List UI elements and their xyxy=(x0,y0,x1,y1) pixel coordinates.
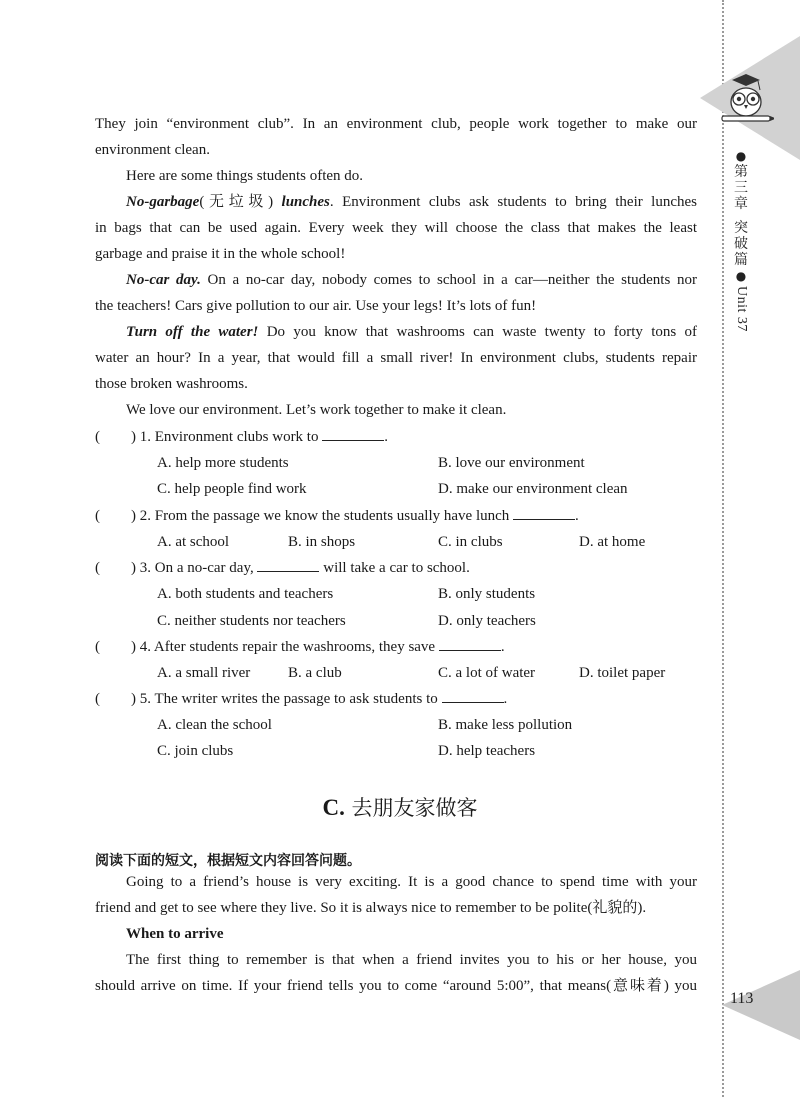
paragraph-line: Here are some things students often do. xyxy=(126,168,364,184)
answer-bracket-2[interactable]: ( xyxy=(95,508,100,524)
option-c[interactable]: C. join clubs xyxy=(157,743,234,759)
option-a[interactable]: A. help more students xyxy=(157,455,289,471)
answer-bracket-4[interactable]: ( xyxy=(95,639,100,655)
answer-blank xyxy=(442,689,504,703)
option-c[interactable]: C. in clubs xyxy=(438,534,503,550)
paragraph-line: They join “environment club”. In an environment club, people work together to make our xyxy=(95,116,697,132)
unit-label: Unit 37 xyxy=(734,286,749,332)
option-b[interactable]: B. a club xyxy=(288,665,342,681)
paragraph-line: We love our environment. Let’s work together to make it clean. xyxy=(126,402,507,418)
paragraph-line: in bags that can be used again. Every week they will choose the class that makes the least xyxy=(95,220,697,236)
option-a[interactable]: A. at school xyxy=(157,534,230,550)
option-a[interactable]: A. clean the school xyxy=(157,717,272,733)
paragraph-line: No-car day. On a no-car day, nobody comes to school in a car—neither the students nor xyxy=(126,272,697,288)
option-d[interactable]: D. at home xyxy=(579,534,646,550)
paragraph-line: those broken washrooms. xyxy=(95,376,248,392)
option-d[interactable]: D. make our environment clean xyxy=(438,481,628,497)
paragraph-line: No-garbage(无垃圾) lunches. Environment clubs ask students to bring their lunches xyxy=(126,194,697,210)
answer-bracket-3[interactable]: ( xyxy=(95,560,100,576)
option-b[interactable]: B. make less pollution xyxy=(438,717,573,733)
bullet-dot: ● xyxy=(735,149,747,163)
option-b[interactable]: B. only students xyxy=(438,586,536,602)
section-heading: C. 去朋友家做客 xyxy=(322,795,478,820)
instruction-text: 阅读下面的短文，根据短文内容回答问题。 xyxy=(95,853,361,869)
paragraph-line: the teachers! Cars give pollution to our air. Use your legs! It’s lots of fun! xyxy=(95,298,537,314)
paragraph-line: garbage and praise it in the whole school! xyxy=(95,246,346,262)
option-c[interactable]: C. help people find work xyxy=(157,481,307,497)
option-c[interactable]: C. neither students nor teachers xyxy=(157,613,346,629)
owl-mascot-icon xyxy=(718,72,774,132)
answer-bracket-5[interactable]: ( xyxy=(95,691,100,707)
answer-blank xyxy=(513,506,575,520)
answer-bracket-1[interactable]: ( xyxy=(95,429,100,445)
paragraph-line: Going to a friend’s house is very exciting. It is a good chance to spend time with your xyxy=(126,874,697,890)
answer-blank xyxy=(257,558,319,572)
option-d[interactable]: D. only teachers xyxy=(438,613,536,629)
option-b[interactable]: B. in shops xyxy=(288,534,356,550)
question-1-stem: ) 1. Environment clubs work to . xyxy=(131,429,388,445)
page-number: 113 xyxy=(730,990,754,1007)
chapter-side-tab: ● 第 三 章 突 破 篇 ● Unit 37 xyxy=(734,149,749,332)
option-d[interactable]: D. toilet paper xyxy=(579,665,666,681)
question-4-stem: ) 4. After students repair the washrooms, they save . xyxy=(131,639,505,655)
option-a[interactable]: A. both students and teachers xyxy=(157,586,334,602)
paragraph-line: friend and get to see where they live. So it is always nice to remember to be polite(礼貌的). xyxy=(95,900,647,916)
question-5-stem: ) 5. The writer writes the passage to ask students to . xyxy=(131,691,508,707)
question-3-stem: ) 3. On a no-car day, will take a car to school. xyxy=(131,560,470,576)
bullet-dot: ● xyxy=(735,269,747,283)
option-a[interactable]: A. a small river xyxy=(157,665,251,681)
answer-blank xyxy=(439,637,501,651)
paragraph-line: Turn off the water! Do you know that washrooms can waste twenty to forty tons of xyxy=(126,324,697,340)
question-2-stem: ) 2. From the passage we know the students usually have lunch . xyxy=(131,508,579,524)
paragraph-line: should arrive on time. If your friend tells you to come “around 5:00”, that means(意味着) you xyxy=(95,978,697,994)
subheading: When to arrive xyxy=(126,926,224,942)
paragraph-line: water an hour? In a year, that would fill a small river! In environment clubs, students repair xyxy=(95,350,697,366)
option-c[interactable]: C. a lot of water xyxy=(438,665,536,681)
option-d[interactable]: D. help teachers xyxy=(438,743,536,759)
option-b[interactable]: B. love our environment xyxy=(438,455,585,471)
paragraph-line: The first thing to remember is that when a friend invites you to his or her house, you xyxy=(126,952,697,968)
answer-blank xyxy=(322,427,384,441)
paragraph-line: environment clean. xyxy=(95,142,210,158)
